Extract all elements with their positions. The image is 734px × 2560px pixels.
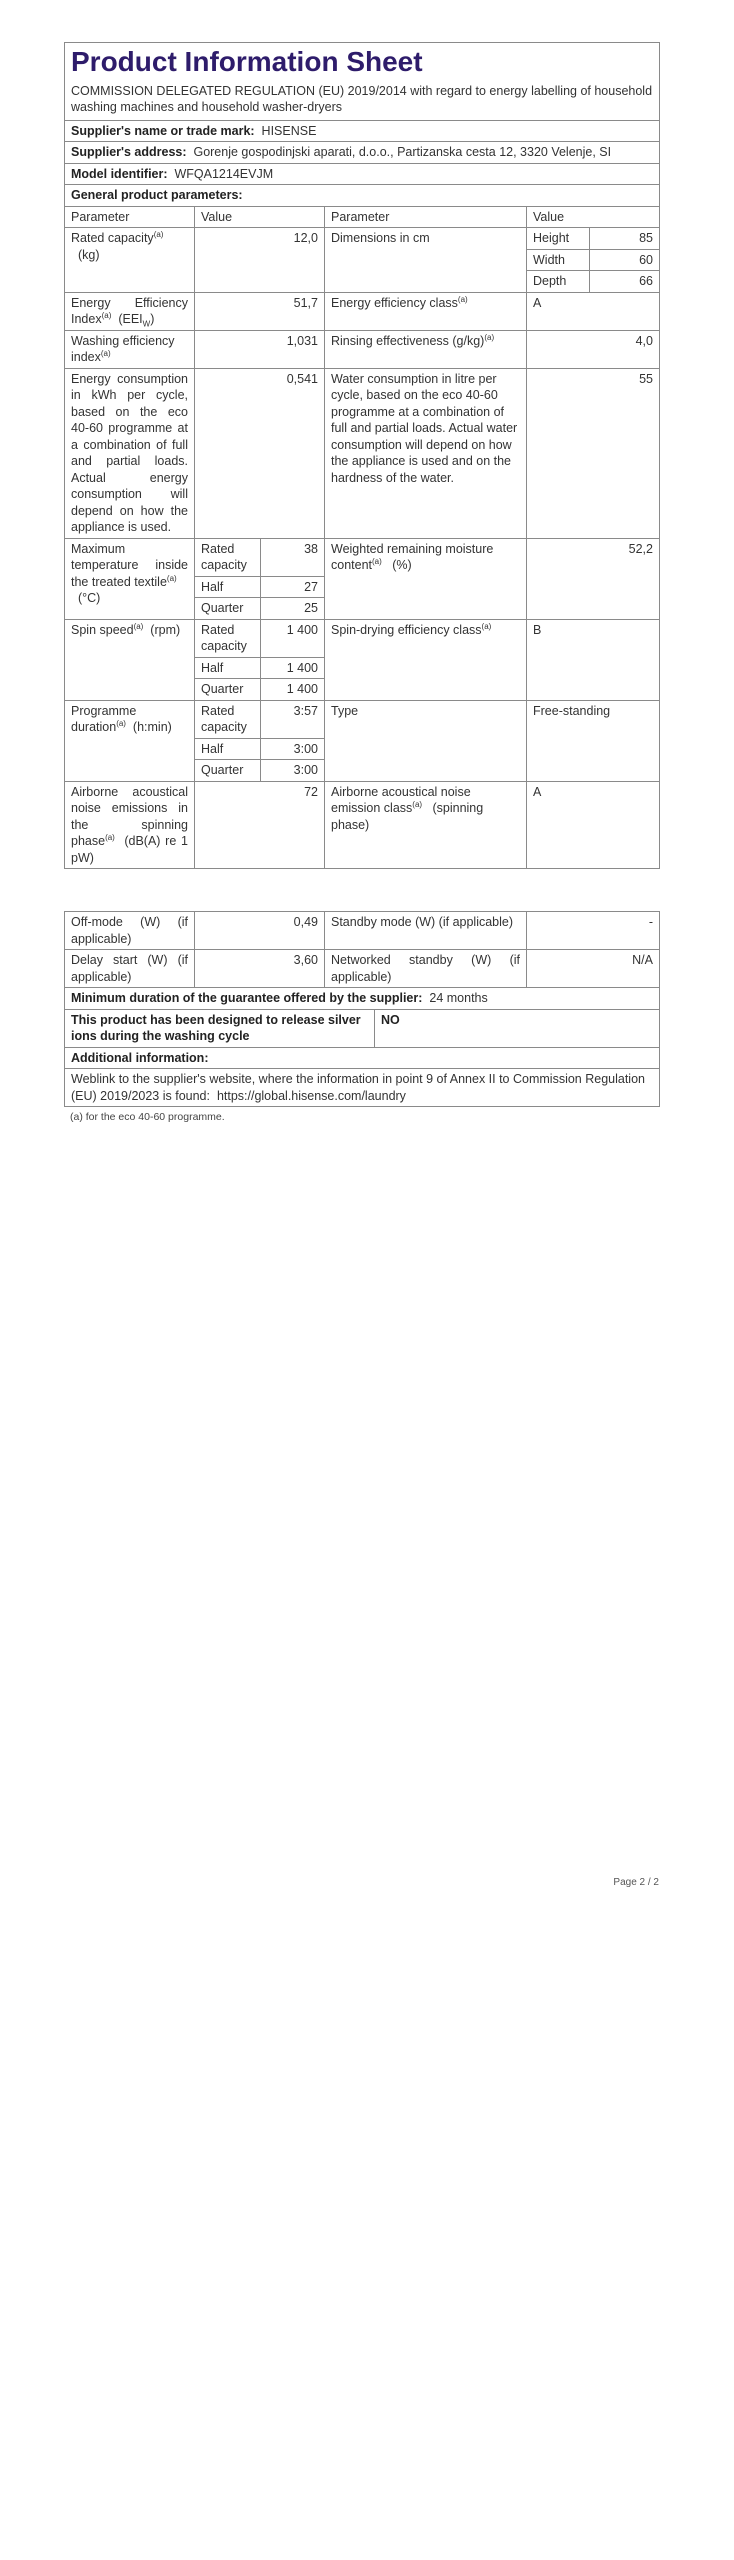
height-label: Height [527, 228, 589, 249]
energy-consumption-value: 0,541 [195, 368, 325, 538]
general-heading-row [65, 185, 660, 207]
rated-capacity-label: Rated capacity$^{(a)}$ (kg) [65, 228, 195, 293]
depth-value: 66 [639, 274, 653, 289]
header-value-2: Value [527, 206, 660, 228]
guarantee-label: Minimum duration of the guarantee offered by the supplier: [71, 991, 423, 1006]
width-label: Width [527, 249, 589, 271]
general-parameters-table [64, 42, 660, 869]
networked-standby-label: Networked standby (W) (if applicable) [325, 950, 527, 988]
weblink-url[interactable]: https://global.hisense.com/laundry [216, 1088, 406, 1103]
noise-value: 72 [195, 781, 325, 869]
duration-rated-label: Rated capacity [195, 700, 261, 738]
max-temp-rated-value: 38 [261, 538, 325, 576]
dimensions-label: Dimensions in cm [325, 228, 527, 293]
additional-parameters-table [64, 911, 660, 1107]
max-temp-quarter-label: Quarter [195, 598, 261, 620]
water-consumption-value: 55 [527, 368, 660, 538]
max-temp-half-value: 27 [261, 576, 325, 598]
supplier-label: Supplier's name or trade mark: [71, 123, 255, 138]
supplier-value: HISENSE [261, 123, 317, 138]
max-temp-rated-label: Rated capacity [195, 538, 261, 576]
energy-consumption-label: Energy consumption in kWh per cycle, based on the eco 40-60 programme at a combination of full and partial loads. Actual energy consumption will depend on how the appliance is used. [65, 368, 195, 538]
duration-quarter-label: Quarter [195, 760, 261, 782]
supplier-row [65, 120, 660, 142]
weblink-row [65, 1069, 660, 1107]
guarantee-value: 24 months [429, 991, 488, 1006]
washing-efficiency-value: 1,031 [195, 330, 325, 368]
noise-label: Airborne acoustical noise emissions in the spinning phase$^{(a)}$ (dB(A) re 1 pW) [65, 781, 195, 869]
model-label: Model identifier: [71, 166, 168, 181]
max-temp-half-label: Half [195, 576, 261, 598]
general-heading: General product parameters: [71, 188, 243, 203]
product-information-sheet [64, 42, 659, 1127]
spin-speed-quarter-label: Quarter [195, 679, 261, 701]
header-value: Value [195, 206, 325, 228]
water-consumption-label: Water consumption in litre per cycle, based on the eco 40-60 programme at a combination of full and partial loads. Actual water consumption will depend on how the appliance is used and on the hardness of the water. [325, 368, 527, 538]
spin-speed-quarter-value: 1 400 [261, 679, 325, 701]
duration-rated-value: 3:57 [261, 700, 325, 738]
standby-value: - [527, 912, 660, 950]
dimensions-values [527, 228, 660, 293]
spin-speed-label: Spin speed$^{(a)}$ (rpm) [65, 619, 195, 700]
silver-ions-label: This product has been designed to release silver ions during the washing cycle [65, 1009, 375, 1047]
address-row [65, 142, 660, 164]
duration-label: Programme duration$^{(a)}$ (h:min) [65, 700, 195, 781]
max-temp-label: Maximum temperature inside the treated textile$^{(a)}$ (°C) [65, 538, 195, 619]
model-value: WFQA1214EVJM [174, 166, 274, 181]
regulation-subtitle: COMMISSION DELEGATED REGULATION (EU) 2019/2014 with regard to energy labelling of household washing machines and household washer-dryers [71, 83, 653, 115]
column-headers [65, 206, 660, 228]
footnote: (a) for the eco 40-60 programme. [70, 1111, 225, 1124]
spin-speed-half-label: Half [195, 657, 261, 679]
standby-label: Standby mode (W) (if applicable) [325, 912, 527, 950]
weblink-text: Weblink to the supplier's website, where the information in point 9 of Annex II to Commission Regulation (EU) 2019/2023 is found: [71, 1072, 645, 1103]
page-title: Product Information Sheet [71, 46, 423, 77]
energy-class-label: Energy efficiency class$^{(a)}$ [325, 292, 527, 330]
rinsing-value: 4,0 [527, 330, 660, 368]
header-cell [65, 43, 660, 121]
spin-class-label: Spin-drying efficiency class$^{(a)}$ [325, 619, 527, 700]
washing-efficiency-label: Washing efficiency index$^{(a)}$ [65, 330, 195, 368]
rinsing-label: Rinsing effectiveness $(g/kg)^{(a)}$ [325, 330, 527, 368]
duration-half-label: Half [195, 738, 261, 760]
off-mode-label: Off-mode (W) (if applicable) [65, 912, 195, 950]
width-value: 60 [589, 249, 659, 271]
rated-capacity-value: 12,0 [195, 228, 325, 293]
page-number: Page 2 / 2 [613, 1877, 659, 1888]
max-temp-quarter-value: 25 [261, 598, 325, 620]
additional-info-heading: Additional information: [65, 1047, 660, 1069]
spin-speed-rated-label: Rated capacity [195, 619, 261, 657]
moisture-label: Weighted remaining moisture content$^{(a)}$ (%) [325, 538, 527, 619]
noise-class-value: A [527, 781, 660, 869]
eei-label: Energy Efficiency Index$^{(a)}$ $(EEI_W)$ [65, 292, 195, 330]
silver-ions-value: NO [375, 1009, 660, 1047]
header-parameter-2: Parameter [325, 206, 527, 228]
model-row [65, 163, 660, 185]
delay-start-value: 3,60 [195, 950, 325, 988]
address-value: Gorenje gospodinjski aparati, d.o.o., Partizanska cesta 12, 3320 Velenje, SI [193, 145, 612, 160]
header-parameter: Parameter [65, 206, 195, 228]
address-label: Supplier's address: [71, 145, 187, 160]
spin-speed-rated-value: 1 400 [261, 619, 325, 657]
duration-quarter-value: 3:00 [261, 760, 325, 782]
height-value: 85 [589, 228, 659, 249]
type-label: Type [325, 700, 527, 781]
delay-start-label: Delay start (W) (if applicable) [65, 950, 195, 988]
eei-value: 51,7 [195, 292, 325, 330]
type-value: Free-standing [527, 700, 660, 781]
guarantee-row [65, 988, 660, 1010]
off-mode-value: 0,49 [195, 912, 325, 950]
spin-speed-half-value: 1 400 [261, 657, 325, 679]
duration-half-value: 3:00 [261, 738, 325, 760]
noise-class-label: Airborne acoustical noise emission class$^{(a)}$ (spinning phase) [325, 781, 527, 869]
depth-label: Depth [527, 271, 589, 292]
moisture-value: 52,2 [527, 538, 660, 619]
spin-class-value: B [527, 619, 660, 700]
energy-class-value: A [527, 292, 660, 330]
networked-standby-value: N/A [527, 950, 660, 988]
